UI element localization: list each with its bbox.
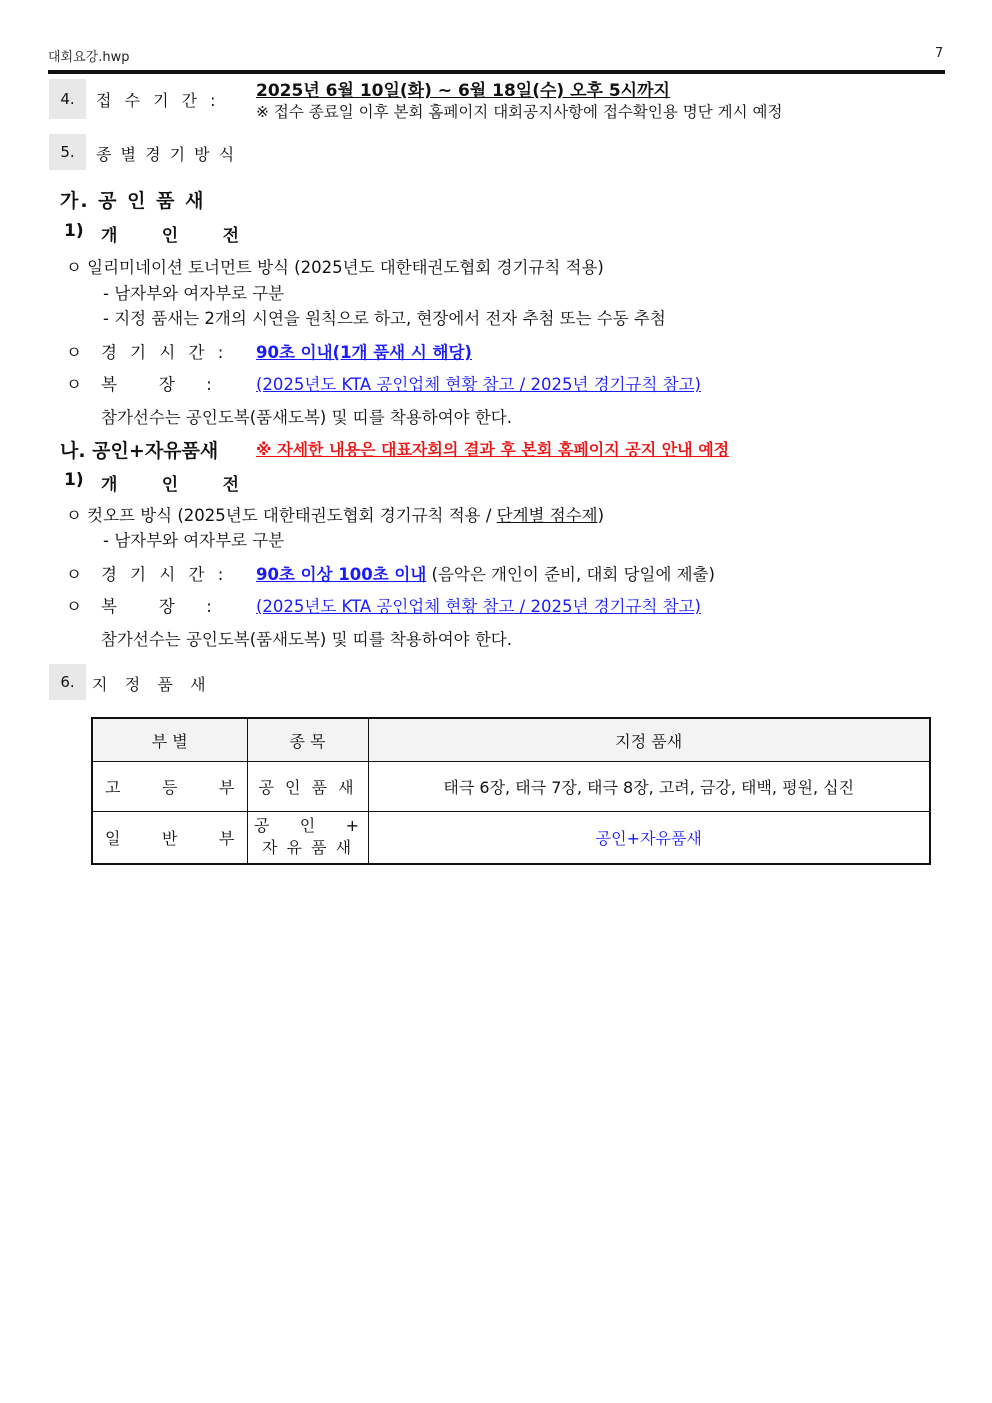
table-header-poomsae: 지정 품새 <box>368 718 930 762</box>
event-cell: 공 인 + 자 유 품 새 <box>247 812 368 864</box>
section-5-label: 종 별 경 기 방 식 <box>96 145 237 164</box>
division-cell: 고 등 부 <box>92 762 247 812</box>
subsection-b-sub-number: 1) <box>64 470 84 490</box>
section-4-number: 4. <box>49 79 86 119</box>
a-time-value: 90초 이내(1개 품새 시 해당) <box>256 343 472 362</box>
designated-poomsae-table <box>91 717 931 865</box>
page-number: 7 <box>935 46 944 61</box>
division-cell: 일 반 부 <box>92 812 247 864</box>
a-time-bullet: ㅇ <box>66 343 82 362</box>
b-gender-line: - 남자부와 여자부로 구분 <box>103 531 285 550</box>
b-time-value: 90초 이상 100초 이내 <box>256 565 427 584</box>
subsection-a-sub-number: 1) <box>64 221 84 241</box>
registration-period: 2025년 6월 10일(화) ~ 6월 18일(수) 오후 5시까지 <box>256 81 670 101</box>
a-time-label: 경 기 시 간 : <box>101 343 228 362</box>
b-dress-note: 참가선수는 공인도복(품새도복) 및 띠를 착용하여야 한다. <box>101 630 512 649</box>
section-6-label: 지 정 품 새 <box>92 675 207 694</box>
registration-note: ※ 접수 종료일 이후 본회 홈페이지 대회공지사항에 접수확인용 명단 게시 예정 <box>256 103 783 121</box>
subsection-a-sub-title: 개 인 전 <box>101 226 239 246</box>
event-cell: 공 인 품 새 <box>247 762 368 812</box>
a-dress-bullet: ㅇ <box>66 375 82 394</box>
section-6-number: 6. <box>49 664 86 700</box>
poomsae-cell: 공인+자유품새 <box>368 812 930 864</box>
section-4-label: 접 수 기 간 : <box>96 91 220 110</box>
b-time-label: 경 기 시 간 : <box>101 565 228 584</box>
b-dress-bullet: ㅇ <box>66 597 82 616</box>
subsection-b-title: 나. 공인+자유품새 <box>60 440 219 462</box>
doc-filename: 대회요강.hwp <box>48 50 130 65</box>
subsection-b-notice: ※ 자세한 내용은 대표자회의 결과 후 본회 홈페이지 공지 안내 예정 <box>256 440 730 459</box>
b-time-bullet: ㅇ <box>66 565 82 584</box>
table-header-event: 종 목 <box>247 718 368 762</box>
a-dress-value: (2025년도 KTA 공인업체 현황 참고 / 2025년 경기규칙 참고) <box>256 375 701 394</box>
subsection-b-sub-title: 개 인 전 <box>101 475 239 495</box>
table-header-division: 부 별 <box>92 718 247 762</box>
b-dress-value: (2025년도 KTA 공인업체 현황 참고 / 2025년 경기규칙 참고) <box>256 597 701 616</box>
b-dress-label: 복 장 : <box>101 597 212 616</box>
a-gender-line: - 남자부와 여자부로 구분 <box>103 284 285 303</box>
b-time-extra: (음악은 개인이 준비, 대회 당일에 제출) <box>431 565 715 584</box>
table-header-row <box>92 718 930 762</box>
a-draw-line: - 지정 품새는 2개의 시연을 원칙으로 하고, 현장에서 전자 추첨 또는 수동 추첨 <box>103 309 666 328</box>
b-format-line: ㅇ 컷오프 방식 (2025년도 대한태권도협회 경기규칙 적용 / 단계별 점수제) <box>66 506 604 525</box>
header-rule <box>48 70 945 74</box>
poomsae-cell: 태극 6장, 태극 7장, 태극 8장, 고려, 금강, 태백, 평원, 십진 <box>368 762 930 812</box>
a-dress-note: 참가선수는 공인도복(품새도복) 및 띠를 착용하여야 한다. <box>101 408 512 427</box>
a-dress-label: 복 장 : <box>101 375 212 394</box>
b-time-line <box>256 561 715 585</box>
a-format-line: ㅇ 일리미네이션 토너먼트 방식 (2025년도 대한태권도협회 경기규칙 적용) <box>66 258 604 277</box>
table-row <box>92 762 930 812</box>
subsection-a-title: 가. 공 인 품 새 <box>60 190 206 212</box>
table-row <box>92 812 930 864</box>
section-5-number: 5. <box>49 134 86 170</box>
